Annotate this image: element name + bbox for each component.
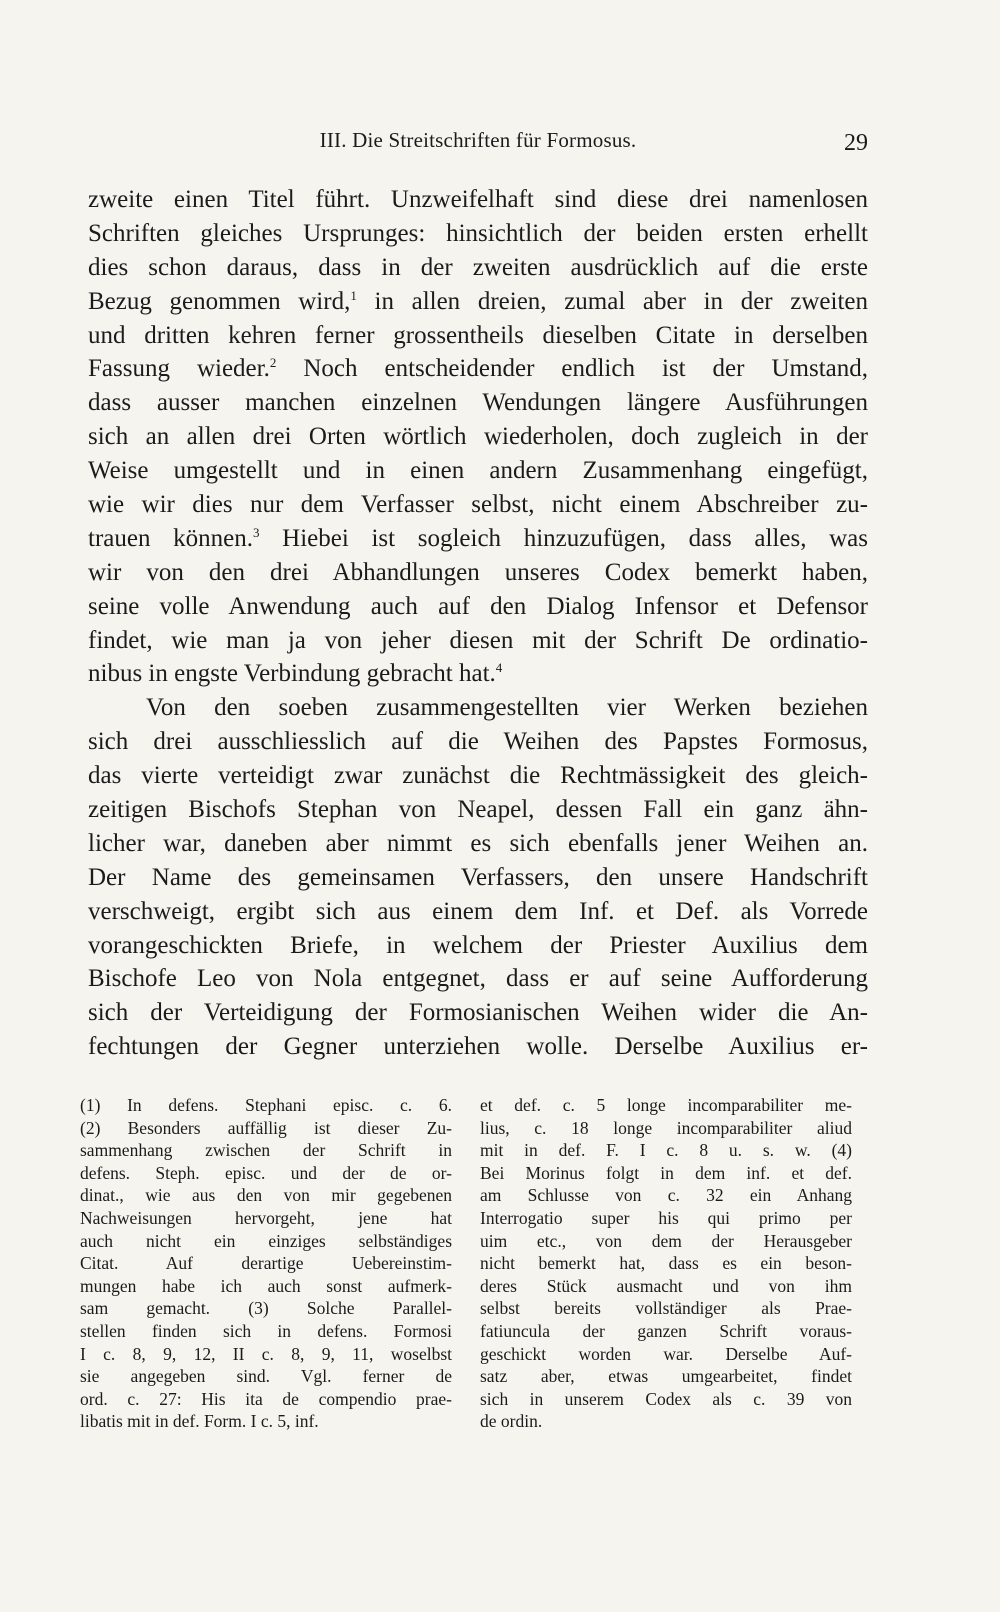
body-line	[88, 217, 868, 251]
body-line-text: wie wir dies nur dem Verfasser selbst, nicht einem Abschreiber zu-	[88, 491, 868, 519]
body-line	[88, 420, 868, 454]
body-line-text: wir von den drei Abhandlungen unseres Codex bemerkt haben,	[88, 558, 868, 586]
footnote-line: deres Stück ausmacht und von ihm	[480, 1275, 852, 1296]
footnote-line: mungen habe ich auch sonst aufmerk-	[80, 1275, 452, 1296]
body-line	[88, 183, 868, 217]
footnote-line: dinat., wie aus den von mir gegebenen	[80, 1185, 452, 1206]
body-line	[88, 251, 868, 285]
footnote-line: am Schlusse von c. 32 ein Anhang	[480, 1185, 852, 1206]
body-text	[88, 183, 868, 1064]
body-line	[88, 522, 868, 556]
body-line-text: Noch entscheidender endlich ist der Umstand,	[276, 355, 868, 383]
footnote-reference: 1	[350, 287, 357, 303]
body-line	[88, 861, 868, 895]
body-line	[88, 488, 868, 522]
body-line-text: seine volle Anwendung auch auf den Dialog Infensor et Defensor	[88, 592, 868, 620]
footnote-line: mit in def. F. I c. 8 u. s. w. (4)	[480, 1140, 852, 1161]
footnote-line: sich in unserem Codex als c. 39 von	[480, 1388, 852, 1409]
running-title: III. Die Streitschriften für Formosus.	[319, 128, 637, 152]
body-line	[88, 725, 868, 759]
body-line-text: dass ausser manchen einzelnen Wendungen längere Ausführungen	[88, 389, 868, 417]
footnote-line: et def. c. 5 longe incomparabiliter me-	[480, 1095, 852, 1115]
body-line-text: zweite einen Titel führt. Unzweifelhaft sind diese drei namenlosen	[88, 186, 868, 213]
footnote-line: sie angegeben sind. Vgl. ferner de	[80, 1366, 452, 1387]
body-line	[88, 590, 868, 624]
page-number: 29	[844, 130, 868, 156]
body-line	[88, 929, 868, 963]
body-line-text: Schriften gleiches Ursprunges: hinsichtlich der beiden ersten erhellt	[88, 219, 868, 247]
body-line	[88, 657, 868, 691]
body-line-text: findet, wie man ja von jeher diesen mit der Schrift De ordinatio-	[88, 626, 868, 654]
footnote-line: stellen finden sich in defens. Formosi	[80, 1320, 452, 1341]
body-line-text: licher war, daneben aber nimmt es sich ebenfalls jener Weihen an.	[88, 829, 868, 857]
body-line	[88, 352, 868, 386]
body-line	[88, 319, 868, 353]
body-line	[88, 827, 868, 861]
footnote-line: lius, c. 18 longe incomparabiliter aliud	[480, 1117, 852, 1138]
footnote-line: uim etc., von dem der Herausgeber	[480, 1230, 852, 1251]
footnote-line: nicht bemerkt hat, dass es ein beson-	[480, 1253, 852, 1274]
footnote-reference: 2	[269, 355, 277, 371]
body-line	[88, 759, 868, 793]
body-line	[88, 962, 868, 996]
footnote-line: Nachweisungen hervorgeht, jene hat	[80, 1207, 452, 1228]
footnote-line: Citat. Auf derartige Uebereinstim-	[80, 1253, 452, 1274]
body-line-text: und dritten kehren ferner grossentheils dieselben Citate in derselben	[88, 321, 868, 349]
footnote-line: selbst bereits vollständiger als Prae-	[480, 1298, 852, 1319]
body-line-text: dies schon daraus, dass in der zweiten ausdrücklich auf die erste	[88, 253, 868, 281]
footnote-line: (2) Besonders auffällig ist dieser Zu-	[80, 1117, 452, 1138]
body-line	[88, 691, 868, 725]
footnotes-left-column	[80, 1094, 452, 1433]
footnote-line: Interrogatio super his qui primo per	[480, 1207, 852, 1228]
footnote-line: I c. 8, 9, 12, II c. 8, 9, 11, woselbst	[80, 1343, 452, 1364]
body-line	[88, 895, 868, 929]
body-line	[88, 624, 868, 658]
footnote-line: geschickt worden war. Derselbe Auf-	[480, 1343, 852, 1364]
footnote-line: sammenhang zwischen der Schrift in	[80, 1140, 452, 1161]
footnote-line: (1) In defens. Stephani episc. c. 6.	[80, 1095, 452, 1115]
body-line	[88, 996, 868, 1030]
body-line-text: vorangeschickten Briefe, in welchem der Priester Auxilius dem	[88, 931, 868, 959]
body-line-text: Hiebei ist sogleich hinzuzufügen, dass alles, was	[259, 524, 868, 552]
body-line-text: Der Name des gemeinsamen Verfassers, den unsere Handschrift	[88, 863, 868, 891]
body-line-text: sich an allen drei Orten wörtlich wiederholen, doch zugleich in der	[88, 423, 868, 451]
body-line-text: Fassung wieder.	[88, 355, 270, 383]
body-line	[88, 1030, 868, 1064]
body-line	[88, 386, 868, 420]
body-line	[88, 556, 868, 590]
body-line-text: fechtungen der Gegner unterziehen wolle. Derselbe Auxilius er-	[88, 1033, 868, 1061]
body-line-text: Von den soeben zusammengestellten vier Werken beziehen	[146, 694, 868, 722]
footnote-line: Bei Morinus folgt in dem inf. et def.	[480, 1162, 852, 1183]
footnote-line: defens. Steph. episc. und der de or-	[80, 1162, 452, 1183]
body-line-text: Bischofe Leo von Nola entgegnet, dass er auf seine Aufforderung	[88, 965, 868, 993]
footnote-reference: 3	[252, 524, 260, 540]
footnote-line: libatis mit in def. Form. I c. 5, inf.	[80, 1411, 319, 1432]
footnote-line: auch nicht ein einziges selbständiges	[80, 1230, 452, 1251]
body-line-text: in allen dreien, zumal aber in der zweiten	[356, 287, 868, 315]
footnotes-right-column	[480, 1094, 852, 1433]
body-line-text: sich drei ausschliesslich auf die Weihen des Papstes Formosus,	[88, 728, 868, 756]
footnote-line: satz aber, etwas umgearbeitet, findet	[480, 1366, 852, 1387]
page-header	[88, 128, 868, 168]
body-line-text: sich der Verteidigung der Formosianischen Weihen wider die An-	[88, 999, 868, 1027]
footnote-reference: 4	[495, 660, 503, 676]
body-line-text: trauen können.	[88, 524, 253, 552]
body-line	[88, 793, 868, 827]
body-line-text: Weise umgestellt und in einen andern Zusammenhang eingefügt,	[88, 457, 868, 485]
body-line-text: Bezug genommen wird,	[88, 287, 351, 315]
body-line-text: verschweigt, ergibt sich aus einem dem Inf. et Def. als Vorrede	[88, 897, 868, 925]
body-line-text: das vierte verteidigt zwar zunächst die Rechtmässigkeit des gleich-	[88, 762, 868, 790]
footnote-line: ord. c. 27: His ita de compendio prae-	[80, 1388, 452, 1409]
footnote-line: sam gemacht. (3) Solche Parallel-	[80, 1298, 452, 1319]
body-line-text: nibus in engste Verbindung gebracht hat.	[88, 660, 496, 688]
footnote-line: de ordin.	[480, 1411, 543, 1432]
body-line	[88, 285, 868, 319]
footnote-line: fatiuncula der ganzen Schrift voraus-	[480, 1320, 852, 1341]
body-line	[88, 454, 868, 488]
body-line-text: zeitigen Bischofs Stephan von Neapel, dessen Fall ein ganz ähn-	[88, 796, 868, 824]
